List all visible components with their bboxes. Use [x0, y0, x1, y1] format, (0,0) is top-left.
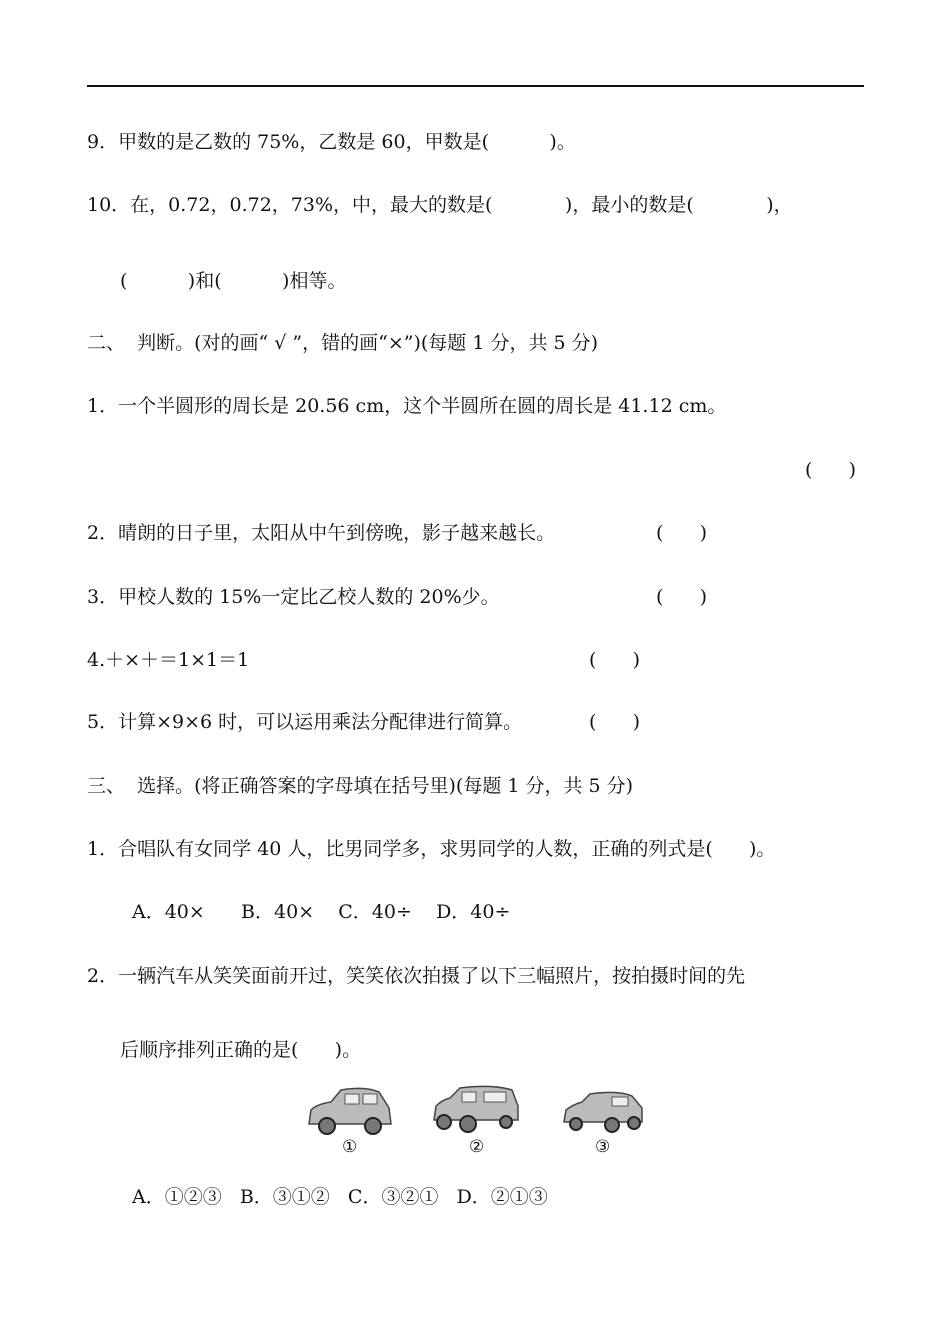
choice-2-line2: 后顺序排列正确的是( )。: [120, 1039, 362, 1061]
car-label-3: ③: [595, 1137, 611, 1157]
judge-5-answer: ( ): [589, 711, 641, 733]
choice-2-options: A．①②③ B．③①② C．③②① D．②①③: [132, 1186, 548, 1208]
judge-4-answer: ( ): [589, 649, 641, 671]
question-9: 9．甲数的是乙数的 75%，乙数是 60，甲数是( )。: [87, 131, 576, 153]
section-3-heading: 三、 选择。(将正确答案的字母填在括号里)(每题 1 分，共 5 分): [87, 775, 634, 797]
choice-1-options: A．40× B．40× C．40÷ D．40÷: [132, 901, 511, 923]
choice-2-line1: 2．一辆汽车从笑笑面前开过，笑笑依次拍摄了以下三幅照片，按拍摄时间的先: [87, 965, 746, 987]
judge-1: 1．一个半圆形的周长是 20.56 cm，这个半圆所在圆的周长是 41.12 cm。: [87, 395, 727, 417]
car-label-2: ②: [469, 1137, 485, 1157]
judge-5: 5．计算×9×6 时，可以运用乘法分配律进行简算。: [87, 711, 523, 733]
question-10-line2: ( )和( )相等。: [120, 270, 347, 292]
judge-3-answer: ( ): [656, 586, 708, 608]
car-photo-3: [562, 1090, 646, 1134]
question-10-line1: 10．在，0.72，0.72，73%，中，最大的数是( )，最小的数是( )，: [87, 194, 793, 216]
judge-2: 2．晴朗的日子里，太阳从中午到傍晚，影子越来越长。: [87, 522, 556, 544]
judge-1-answer: ( ): [805, 459, 857, 481]
car-photo-1: [305, 1086, 395, 1136]
car-photo-2: [432, 1084, 522, 1134]
car-label-1: ①: [342, 1137, 358, 1157]
judge-2-answer: ( ): [656, 522, 708, 544]
choice-1: 1．合唱队有女同学 40 人，比男同学多，求男同学的人数，正确的列式是( )。: [87, 838, 776, 860]
judge-3: 3．甲校人数的 15%一定比乙校人数的 20%少。: [87, 586, 500, 608]
section-2-heading: 二、 判断。(对的画“ √ ”，错的画“×”)(每题 1 分，共 5 分): [87, 332, 599, 354]
header-rule: [87, 85, 864, 87]
judge-4: 4.＋×＋＝1×1＝1: [87, 649, 250, 671]
